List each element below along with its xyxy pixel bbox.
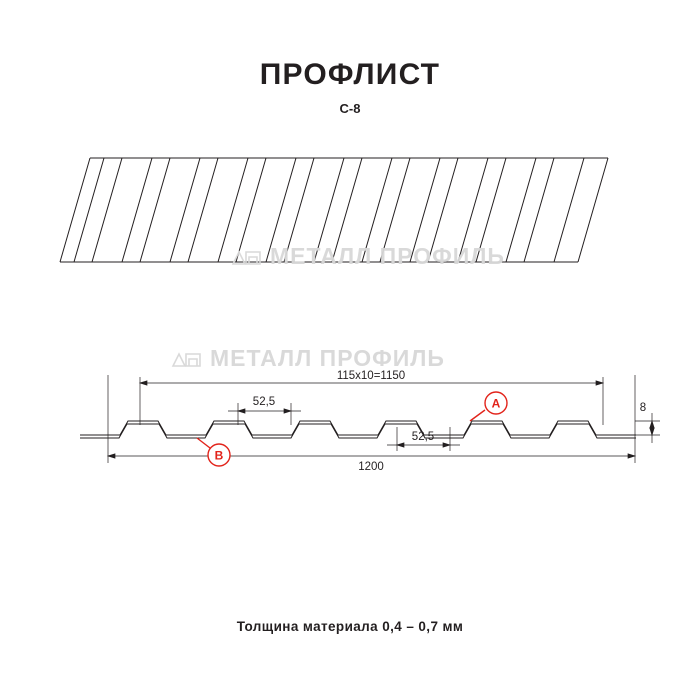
callout-a: [470, 392, 507, 421]
watermark-text-bottom: МЕТАЛЛ ПРОФИЛЬ: [210, 345, 445, 371]
callout-b-label: B: [214, 448, 224, 463]
isometric-view: [60, 140, 640, 290]
dim-overall-bottom: 1200: [358, 461, 384, 473]
dim-pitch-bottom: 52,5: [411, 431, 435, 443]
page-title: ПРОФЛИСТ: [259, 58, 441, 91]
product-model: С-8: [339, 101, 361, 116]
cross-section-view: [60, 355, 650, 490]
dim-overall-top: 115х10=1150: [336, 370, 406, 382]
material-thickness-note: Толщина материала 0,4 – 0,7 мм: [236, 619, 464, 634]
callout-a-label: A: [491, 396, 501, 411]
watermark-text-top: МЕТАЛЛ ПРОФИЛЬ: [270, 243, 505, 269]
dim-height: 8: [639, 402, 647, 414]
callout-b: [197, 438, 230, 466]
dim-pitch-top: 52,5: [252, 396, 276, 408]
cross-section-svg: [60, 355, 650, 490]
isometric-svg: [60, 140, 640, 290]
